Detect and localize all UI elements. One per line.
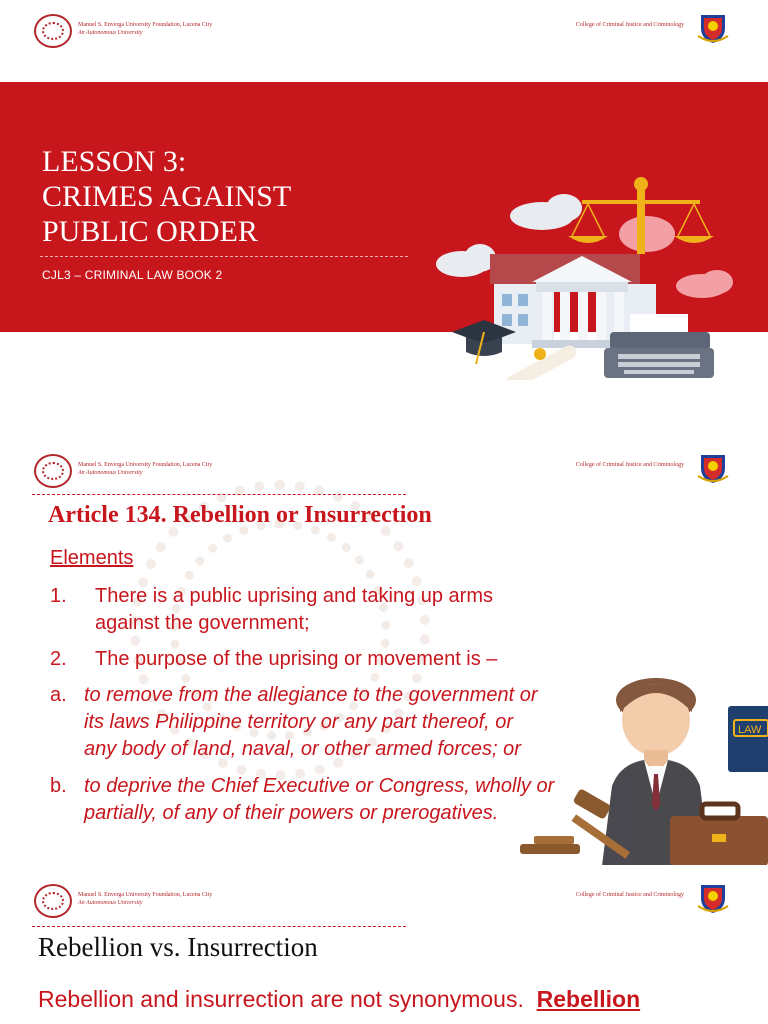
- body-text-sentence: Rebellion and insurrection are not synonymous.: [38, 986, 524, 1012]
- university-seal-icon: [34, 14, 72, 48]
- college-crest-icon: [696, 452, 730, 484]
- elements-heading: Elements: [50, 547, 134, 569]
- scales-of-justice-icon: [568, 177, 714, 254]
- university-seal-icon: [34, 884, 72, 918]
- college-crest-icon: [696, 12, 730, 44]
- item-text-line3: any body of land, naval, or other armed forces; or: [84, 738, 521, 760]
- item-text-line2: against the government;: [95, 612, 310, 634]
- autonomous-text: An Autonomous University: [78, 900, 143, 906]
- law-book-icon: [728, 706, 768, 772]
- lesson-title-line2: CRIMES AGAINST: [42, 180, 292, 213]
- course-name: CJL3 – CRIMINAL LAW BOOK 2: [42, 268, 223, 282]
- autonomous-text: An Autonomous University: [78, 30, 143, 36]
- slide-header: [0, 440, 768, 500]
- lesson-title: [42, 144, 402, 249]
- item-marker: b.: [50, 775, 67, 797]
- university-name-text: Manuel S. Enverga University Foundation, Lucena City: [78, 462, 213, 468]
- college-name: College of Criminal Justice and Criminology: [575, 22, 684, 28]
- article-title: Article 134. Rebellion or Insurrection: [48, 502, 432, 528]
- college-crest-icon: [696, 882, 730, 914]
- item-text-line2: its laws Philippine territory or any part thereof, or: [84, 711, 514, 733]
- item-marker: 1.: [50, 585, 67, 607]
- item-marker: 2.: [50, 648, 67, 670]
- law-illustration: [432, 174, 752, 380]
- header-divider: [32, 926, 406, 927]
- lawyer-illustration: [520, 676, 768, 865]
- title-banner: [0, 82, 768, 332]
- university-name: [78, 891, 212, 907]
- law-book-label: LAW: [738, 724, 762, 736]
- diploma-icon: [503, 343, 578, 380]
- university-name-text: Manuel S. Enverga University Foundation, Lucena City: [78, 22, 213, 28]
- slide-header: [0, 0, 768, 60]
- college-name: College of Criminal Justice and Criminology: [575, 462, 684, 468]
- college-name: College of Criminal Justice and Criminology: [575, 892, 684, 898]
- slide-article-134: [0, 440, 768, 865]
- lesson-title-line1: LESSON 3:: [42, 145, 187, 178]
- slide-title: Rebellion vs. Insurrection: [38, 932, 318, 962]
- banner-divider: [40, 256, 408, 257]
- university-seal-icon: [34, 454, 72, 488]
- element-item-2: [50, 646, 610, 673]
- lesson-title-line3: PUBLIC ORDER: [42, 215, 258, 248]
- autonomous-text: An Autonomous University: [78, 470, 143, 476]
- university-name: [78, 21, 212, 37]
- slide-header: [0, 870, 768, 930]
- element-item-1: [50, 583, 610, 637]
- slide-title: [0, 0, 768, 380]
- item-marker: a.: [50, 684, 67, 706]
- item-text-line1: to deprive the Chief Executive or Congress, wholly or: [84, 775, 555, 797]
- item-text-line1: There is a public uprising and taking up arms: [95, 585, 493, 607]
- sub-item-b: [50, 773, 650, 827]
- item-text-line2: partially, of any of their powers or prerogatives.: [84, 802, 499, 824]
- body-text: [38, 986, 640, 1013]
- item-text-line1: to remove from the allegiance to the government or: [84, 684, 538, 706]
- header-divider: [32, 494, 406, 495]
- university-name: [78, 461, 212, 477]
- slide-rebellion-vs-insurrection: [0, 870, 768, 1024]
- university-name-text: Manuel S. Enverga University Foundation, Lucena City: [78, 892, 213, 898]
- body-text-bold: Rebellion: [536, 986, 641, 1012]
- item-text-line1: The purpose of the uprising or movement is –: [95, 648, 498, 670]
